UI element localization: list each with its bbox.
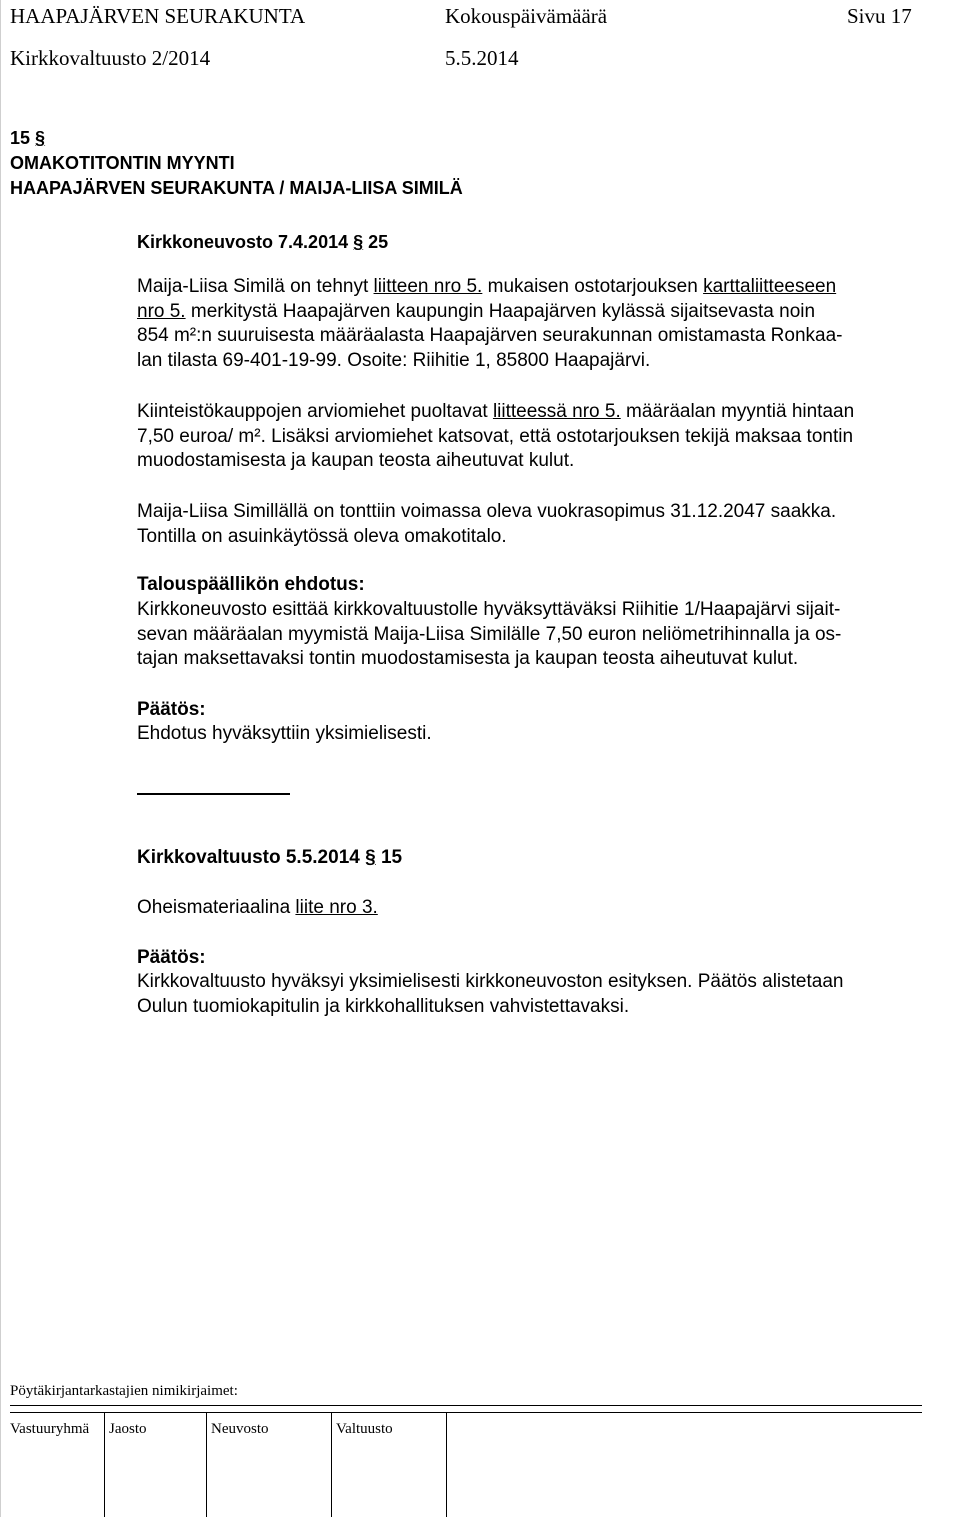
- footer-col-neuvosto: Neuvosto: [211, 1421, 269, 1437]
- council-paragraph-sign: §: [353, 232, 364, 252]
- footer-initials-label: Pöytäkirjantarkastajien nimikirjaimet:: [10, 1383, 238, 1399]
- p2-line3: muodostamisesta ja kaupan teosta aiheutuvat kulut.: [137, 450, 575, 472]
- header-meeting-date: 5.5.2014: [445, 46, 519, 70]
- assembly-decision-heading: Päätös:: [137, 947, 206, 968]
- footer-col-valtuusto: Valtuusto: [336, 1421, 393, 1437]
- section-title-line1: OMAKOTITONTIN MYYNTI: [10, 153, 235, 173]
- assembly-attachment-text: Oheismateriaalina: [137, 897, 296, 918]
- p1-text-a: Maija-Liisa Similä on tehnyt: [137, 276, 374, 297]
- proposal-heading: Talouspäällikön ehdotus:: [137, 574, 365, 595]
- p3-line1: Maija-Liisa Simillällä on tonttiin voimassa oleva vuokrasopimus 31.12.2047 saakka.: [137, 501, 837, 522]
- header-meeting: Kirkkovaltuusto 2/2014: [10, 46, 211, 70]
- assembly-paragraph-sign: §: [365, 847, 376, 868]
- attachment-link-5[interactable]: liitteen nro 5.: [373, 276, 483, 297]
- footer-divider-3: [331, 1412, 332, 1517]
- footer-col-jaosto: Jaosto: [109, 1421, 147, 1437]
- map-attachment-link[interactable]: karttaliitteeseen: [703, 276, 837, 297]
- assembly-heading: [137, 846, 402, 871]
- assembly-decision-text: [137, 970, 937, 1019]
- p2-text-b: määräalan myyntiä hintaan: [620, 401, 855, 422]
- council-decision-heading: Päätös:: [137, 699, 206, 720]
- council-heading: [137, 230, 388, 255]
- p2-line1: [137, 400, 937, 425]
- attachment-link-3[interactable]: liite nro 3.: [295, 897, 378, 918]
- footer-divider-1: [104, 1412, 105, 1517]
- header-organization: HAAPAJÄRVEN SEURAKUNTA: [10, 4, 306, 28]
- footer-rule-bottom: [10, 1412, 922, 1413]
- page-left-edge: [0, 0, 1, 1517]
- assembly-attachment: [137, 896, 378, 921]
- assembly-heading-text: Kirkkovaltuusto 5.5.2014: [137, 847, 360, 868]
- footer-divider-2: [206, 1412, 207, 1517]
- p1-line3: 854 m²:n suuruisesta määräalasta Haapajärven seurakunnan omistamasta Ronkaa-: [137, 325, 843, 347]
- council-heading-text: Kirkkoneuvosto 7.4.2014: [137, 232, 349, 252]
- p1-line1: [137, 275, 937, 300]
- map-attachment-link-nro[interactable]: nro 5.: [137, 300, 186, 322]
- section-number: [10, 126, 45, 151]
- p1-line2: [137, 300, 937, 325]
- council-decision-text: Ehdotus hyväksyttiin yksimielisesti.: [137, 723, 432, 744]
- assembly-decision-line2: Oulun tuomiokapitulin ja kirkkohallituksen vahvistettavaksi.: [137, 995, 630, 1017]
- council-paragraph-1: [137, 275, 937, 373]
- proposal-line1: Kirkkoneuvosto esittää kirkkovaltuustolle hyväksyttäväksi Riihitie 1/Haapajärvi sijait-: [137, 599, 841, 620]
- proposal-line2: sevan määräalan myymistä Maija-Liisa Similälle 7,50 euron neliömetrihinnalla ja os-: [137, 623, 842, 645]
- p1-line4: lan tilasta 69-401-19-99. Osoite: Riihitie 1, 85800 Haapajärvi.: [137, 349, 651, 371]
- council-paragraph-3: [137, 500, 937, 549]
- p1-text-b: mukaisen ostotarjouksen: [482, 276, 704, 297]
- council-item-number: 25: [368, 232, 389, 252]
- p1-text-c: merkitystä Haapajärven kaupungin Haapajärven kylässä sijaitsevasta noin: [185, 300, 816, 322]
- assembly-decision-line1: Kirkkovaltuusto hyväksyi yksimielisesti kirkkoneuvoston esityksen. Päätös alistetaan: [137, 971, 844, 992]
- footer-divider-4: [446, 1412, 447, 1517]
- proposal-line3: tajan maksettavaksi tontin muodostamisesta ja kaupan teosta aiheutuvat kulut.: [137, 648, 799, 670]
- assembly-item-number: 15: [380, 847, 403, 868]
- section-title-line2: HAAPAJÄRVEN SEURAKUNTA / MAIJA-LIISA SIMILÄ: [10, 178, 463, 198]
- header-page-number: Sivu 17: [847, 4, 912, 28]
- appraisal-attachment-link[interactable]: liitteessä nro 5.: [492, 401, 621, 422]
- footer-rule-top: [10, 1405, 922, 1406]
- p2-line2: 7,50 euroa/ m². Lisäksi arviomiehet katsovat, että ostotarjouksen tekijä maksaa tontin: [137, 425, 854, 447]
- proposal-text: [137, 598, 937, 672]
- p2-text-a: Kiinteistökauppojen arviomiehet puoltavat: [137, 401, 493, 422]
- council-paragraph-2: [137, 400, 937, 474]
- p3-line2: Tontilla on asuinkäytössä oleva omakotitalo.: [137, 525, 507, 547]
- section-number-value: 15: [10, 128, 31, 148]
- section-divider: [137, 793, 290, 795]
- footer-col-vastuuryhma: Vastuuryhmä: [10, 1421, 90, 1437]
- paragraph-sign: §: [35, 128, 46, 148]
- header-meeting-date-label: Kokouspäivämäärä: [445, 4, 608, 28]
